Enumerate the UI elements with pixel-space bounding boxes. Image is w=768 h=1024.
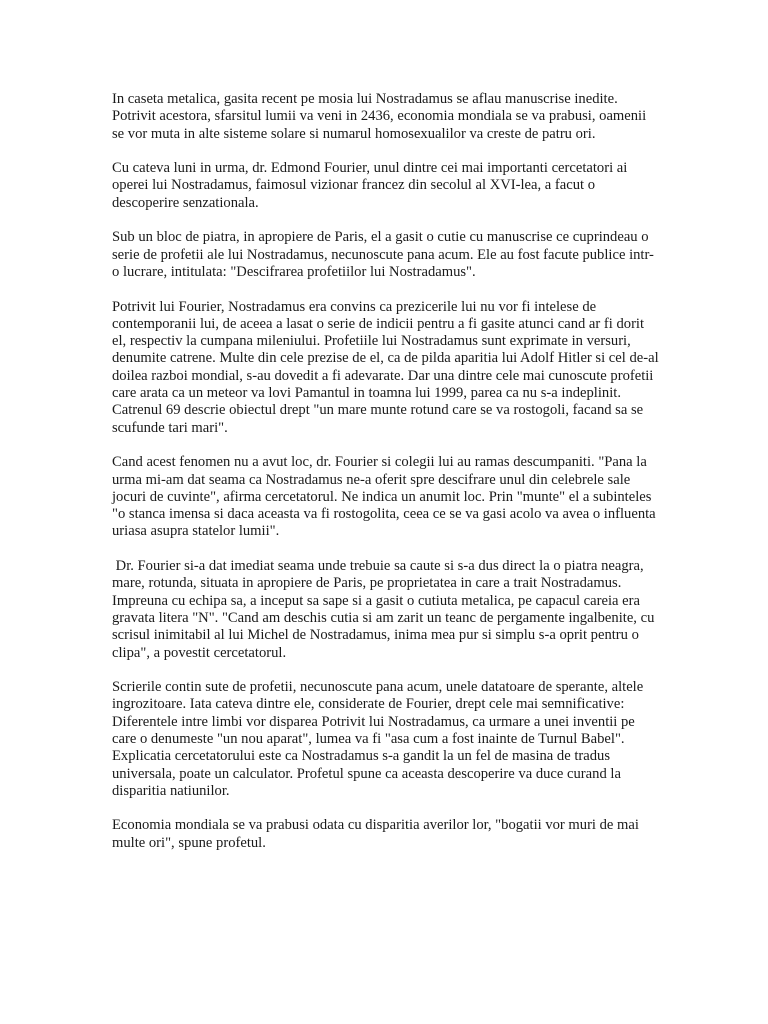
paragraph-1: In caseta metalica, gasita recent pe mosia lui Nostradamus se aflau manuscrise inedite. Potrivit acestora, sfarsitul lumii va veni in 2436, economia mondiala se va prabusi, oamenii se vor muta in alte sisteme solare si numarul homosexualilor va creste de patru ori.: [112, 91, 650, 142]
paragraph-3: Sub un bloc de piatra, in apropiere de Paris, el a gasit o cutie cu manuscrise ce cuprindeau o serie de profetii ale lui Nostradamus, necunoscute pana acum. Ele au fost facute publice intr-o lucrare, intitulata: "Descifrarea profetiilor lui Nostradamus".: [112, 229, 654, 280]
paragraph-6: Dr. Fourier si-a dat imediat seama unde trebuie sa caute si s-a dus direct la o piatra neagra, mare, rotunda, situata in apropiere de Paris, pe proprietatea in care a trait Nostradamus. Impreuna cu echipa sa, a inceput sa sape si a gasit o cutiuta metalica, pe capacul careia era gravata litera "N". "Cand am deschis cutia si am zarit un teanc de pergamente ingalbenite, cu scrisul inimitabil al lui Michel de Nostradamus, inima mea pur si simplu s-a oprit pentru o clipa", a povestit cercetatorul.: [112, 558, 659, 661]
paragraph-2: Cu cateva luni in urma, dr. Edmond Fourier, unul dintre cei mai importanti cercetatori ai operei lui Nostradamus, faimosul vizionar francez din secolul al XVI-lea, a facut o descoperire senzationala.: [112, 160, 631, 211]
paragraph-7: Scrierile contin sute de profetii, necunoscute pana acum, unele datatoare de sperante, altele ingrozitoare. Iata cateva dintre ele, considerate de Fourier, drept cele mai semnificative: Diferentele intre limbi vor disparea Potrivit lui Nostradamus, ca urmare a unei inventii pe care o denumeste "un nou aparat", lumea va fi "asa cum a fost inainte de Turnul Babel". Explicatia cercetatorului este ca Nostradamus s-a gandit la un fel de masina de tradus universala, poate un calculator. Profetul spune ca aceasta descoperire va duce curand la disparitia natiunilor.: [112, 679, 647, 799]
paragraph-4: Potrivit lui Fourier, Nostradamus era convins ca prezicerile lui nu vor fi intelese de contemporanii lui, de aceea a lasat o serie de indicii pentru a fi gasite atunci cand ar fi dorit el, respectiv la cumpana mileniului. Profetiile lui Nostradamus sunt exprimate in versuri, denumite catrene. Multe din cele prezise de el, ca de pilda aparitia lui Adolf Hitler si cel de-al doilea razboi mondial, s-au dovedit a fi adevarate. Dar una dintre cele mai cunoscute profetii care arata ca un meteor va lovi Pamantul in toamna lui 1999, parea ca nu s-a indeplinit. Catrenul 69 descrie obiectul drept "un mare munte rotund care se va rostogoli, facand sa se scufunde tari mari".: [112, 298, 663, 436]
article-body: [112, 91, 663, 869]
paragraph-5: Cand acest fenomen nu a avut loc, dr. Fourier si colegii lui au ramas descumpaniti. "Pana la urma mi-am dat seama ca Nostradamus ne-a oferit spre descifrare unul din celebrele sale jocuri de cuvinte", afirma cercetatorul. Ne indica un anumit loc. Prin "munte" el a subinteles "o stanca imensa si daca aceasta va fi rostogolita, ceea ce se va gasi acolo va avea o influenta uriasa asupra statelor lumii".: [112, 454, 660, 540]
paragraph-8: Economia mondiala se va prabusi odata cu disparitia averilor lor, "bogatii vor muri de mai multe ori", spune profetul.: [112, 817, 643, 851]
